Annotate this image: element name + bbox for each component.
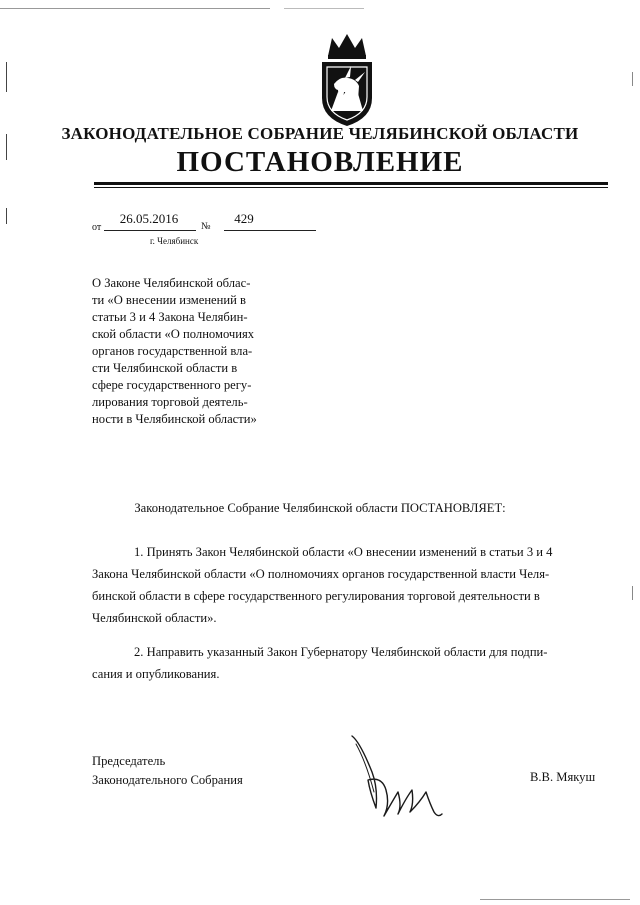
coat-of-arms-emblem [314, 32, 380, 128]
item-line: сания и опубликования. [92, 667, 220, 681]
scan-mark [6, 208, 7, 224]
resolution-item-2 [92, 641, 610, 685]
number-underline [224, 230, 316, 231]
date-underline [104, 230, 196, 231]
position-line: Председатель [92, 754, 166, 768]
header-divider [94, 182, 608, 185]
item-line: 1. Принять Закон Челябинской области «О внесении изменений в статьи 3 и 4 [134, 545, 553, 559]
subject-line: ности в Челябинской области» [92, 412, 257, 426]
document-subject [92, 275, 277, 428]
subject-line: сти Челябинской области в [92, 361, 238, 375]
crown-icon [328, 34, 366, 59]
preamble: Законодательное Собрание Челябинской области ПОСТАНОВЛЯЕТ: [134, 501, 506, 515]
subject-line: статьи 3 и 4 Закона Челябин- [92, 310, 248, 324]
document-number: 429 [234, 211, 254, 226]
header-divider-thin [94, 187, 608, 188]
scan-mark [632, 72, 633, 86]
organization-title: ЗАКОНОДАТЕЛЬНОЕ СОБРАНИЕ ЧЕЛЯБИНСКОЙ ОБЛАСТИ [61, 124, 579, 143]
item-line: бинской области в сфере государственного регулирования торговой деятельности в [92, 589, 540, 603]
handwritten-signature-icon [346, 732, 456, 822]
position-line: Законодательного Собрания [92, 773, 243, 787]
subject-line: лирования торговой деятель- [92, 395, 248, 409]
date-label: от [92, 222, 102, 233]
subject-line: органов государственной вла- [92, 344, 253, 358]
number-label: № [201, 221, 211, 232]
signatory-name: В.В. Мякуш [530, 770, 596, 784]
item-line: Челябинской области». [92, 611, 217, 625]
document-date: 26.05.2016 [119, 211, 179, 226]
document-type-heading: ПОСТАНОВЛЕНИЕ [176, 146, 464, 178]
scan-mark [0, 8, 270, 9]
item-line: 2. Направить указанный Закон Губернатору Челябинской области для подпи- [134, 645, 548, 659]
subject-line: ской области «О полномочиях [92, 327, 255, 341]
signatory-position [92, 752, 243, 790]
item-line: Закона Челябинской области «О полномочиях органов государственной власти Челя- [92, 567, 550, 581]
city: г. Челябинск [150, 236, 199, 246]
subject-line: О Законе Челябинской облас- [92, 276, 251, 290]
subject-line: ти «О внесении изменений в [92, 293, 246, 307]
subject-line: сфере государственного регу- [92, 378, 252, 392]
scan-mark [480, 899, 630, 900]
resolution-item-1 [92, 541, 610, 629]
scan-mark [284, 8, 364, 9]
scan-mark [632, 586, 633, 600]
scan-mark [6, 62, 7, 92]
